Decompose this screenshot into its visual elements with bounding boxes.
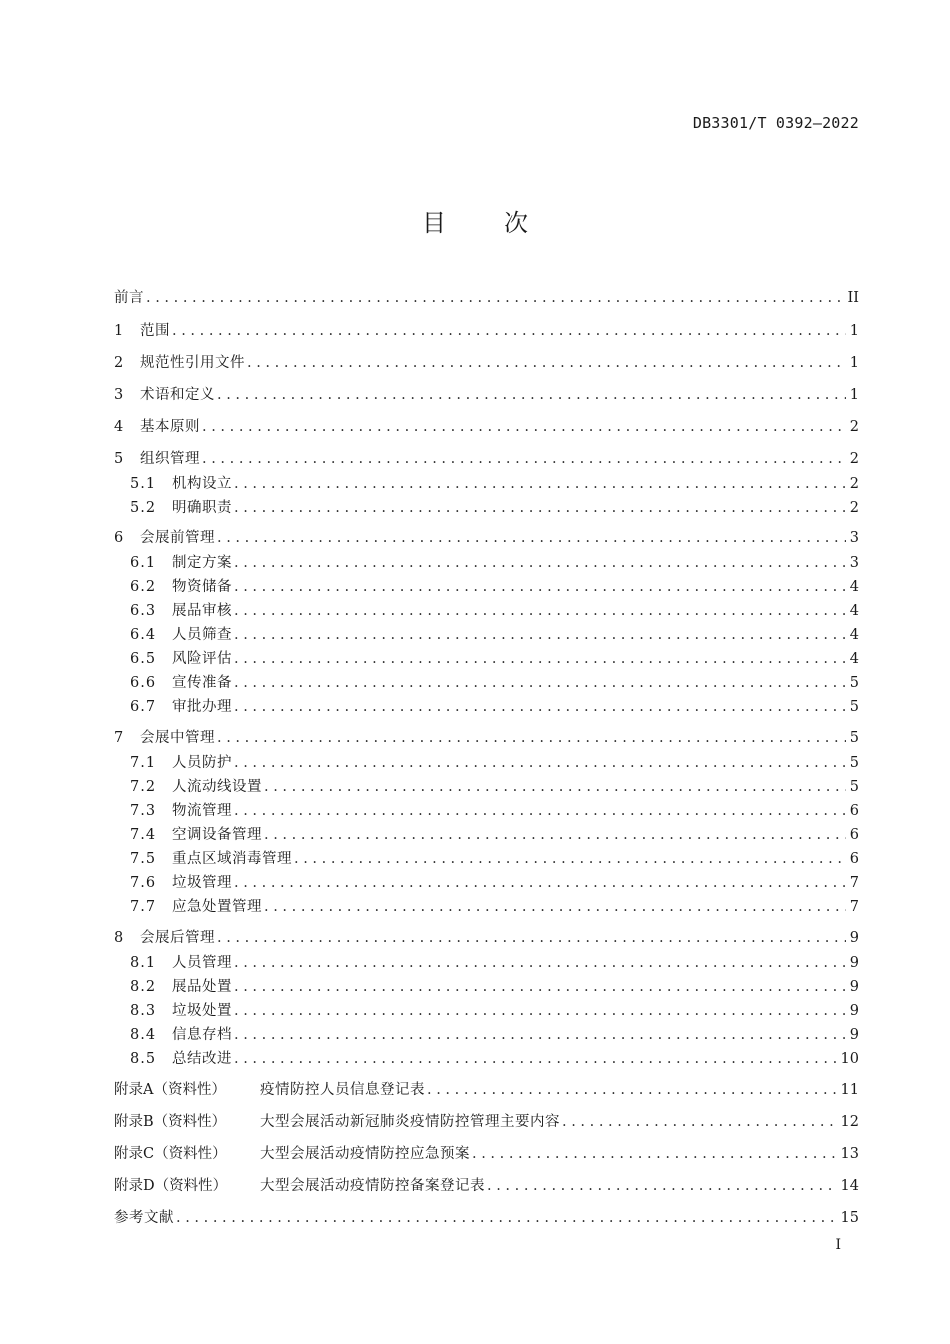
toc-leader-dots xyxy=(234,1024,846,1046)
toc-leader-dots xyxy=(234,976,846,998)
toc-leader-dots xyxy=(264,896,846,918)
toc-entry-title: 会展后管理 xyxy=(140,930,215,946)
toc-entry[interactable] xyxy=(130,896,859,918)
toc-entry-title: 制定方案 xyxy=(172,555,232,571)
toc-entry[interactable] xyxy=(114,1175,859,1197)
toc-leader-dots xyxy=(264,824,846,846)
toc-entry-title: 风险评估 xyxy=(172,651,232,667)
toc-entry-title: 总结改进 xyxy=(172,1051,232,1067)
toc-entry-title: 物资储备 xyxy=(172,579,232,595)
toc-entry[interactable] xyxy=(130,497,859,519)
toc-entry-number: 附录B（资料性） xyxy=(114,1114,227,1130)
toc-entry[interactable] xyxy=(130,672,859,694)
toc-entry[interactable] xyxy=(114,1143,859,1165)
toc-leader-dots xyxy=(146,287,844,309)
toc-entry-page: II xyxy=(847,290,859,306)
toc-leader-dots xyxy=(176,1207,837,1229)
toc-entry-title: 物流管理 xyxy=(172,803,232,819)
toc-entry[interactable] xyxy=(130,776,859,798)
toc-entry[interactable] xyxy=(130,473,859,495)
toc-leader-dots xyxy=(234,497,846,519)
toc-entry[interactable] xyxy=(114,384,859,406)
toc-entry-number: 8.5 xyxy=(130,1051,157,1067)
toc-entry-page: 7 xyxy=(849,875,859,891)
toc-leader-dots xyxy=(234,1000,846,1022)
toc-entry-number: 附录C（资料性） xyxy=(114,1146,227,1162)
toc-entry-number: 8.2 xyxy=(130,979,157,995)
toc-entry[interactable] xyxy=(130,1048,859,1070)
toc-leader-dots xyxy=(234,1048,837,1070)
toc-entry-page: 9 xyxy=(849,1027,859,1043)
toc-entry-title: 会展前管理 xyxy=(140,530,215,546)
toc-leader-dots xyxy=(234,552,846,574)
toc-entry-title: 人员筛查 xyxy=(172,627,232,643)
toc-entry-page: 6 xyxy=(849,851,859,867)
toc-entry-number: 附录A（资料性） xyxy=(114,1082,226,1098)
toc-entry[interactable] xyxy=(130,648,859,670)
toc-entry[interactable] xyxy=(130,1024,859,1046)
toc-leader-dots xyxy=(234,600,846,622)
toc-leader-dots xyxy=(234,672,846,694)
toc-leader-dots xyxy=(202,416,846,438)
toc-entry-number: 5.1 xyxy=(130,476,157,492)
toc-entry-number: 6.2 xyxy=(130,579,157,595)
toc-entry-page: 4 xyxy=(849,603,859,619)
toc-leader-dots xyxy=(234,872,846,894)
toc-entry-number: 2 xyxy=(114,355,124,371)
toc-entry-number: 7 xyxy=(114,730,124,746)
toc-leader-dots xyxy=(234,752,846,774)
toc-entry[interactable] xyxy=(130,976,859,998)
toc-entry-title: 会展中管理 xyxy=(140,730,215,746)
document-code: DB3301/T 0392—2022 xyxy=(692,114,859,132)
toc-entry-number: 6.6 xyxy=(130,675,157,691)
toc-entry-number: 6.1 xyxy=(130,555,157,571)
toc-entry-page: 7 xyxy=(849,899,859,915)
toc-entry[interactable] xyxy=(130,696,859,718)
toc-leader-dots xyxy=(217,927,846,949)
toc-entry-page: 1 xyxy=(849,355,859,371)
toc-entry-title: 前言 xyxy=(114,290,144,306)
toc-entry-title: 垃圾处置 xyxy=(172,1003,232,1019)
toc-entry-title: 宣传准备 xyxy=(172,675,232,691)
toc-entry-page: 5 xyxy=(849,755,859,771)
toc-entry-number: 1 xyxy=(114,323,124,339)
toc-entry-title: 参考文献 xyxy=(114,1210,174,1226)
toc-entry-number: 5.2 xyxy=(130,500,157,516)
toc-entry[interactable] xyxy=(130,576,859,598)
toc-entry-page: 2 xyxy=(849,419,859,435)
toc-leader-dots xyxy=(234,624,846,646)
toc-entry[interactable] xyxy=(114,727,859,749)
toc-leader-dots xyxy=(234,648,846,670)
toc-entry-number: 7.6 xyxy=(130,875,157,891)
toc-entry-number: 8 xyxy=(114,930,124,946)
toc-entry-title: 大型会展活动疫情防控应急预案 xyxy=(260,1146,470,1162)
toc-entry-number: 6 xyxy=(114,530,124,546)
toc-entry-title: 明确职责 xyxy=(172,500,232,516)
toc-entry-number: 5 xyxy=(114,451,124,467)
table-of-contents xyxy=(114,0,859,1344)
toc-entry-page: 1 xyxy=(849,323,859,339)
toc-leader-dots xyxy=(172,320,846,342)
toc-entry-title: 审批办理 xyxy=(172,699,232,715)
toc-entry-page: 2 xyxy=(849,451,859,467)
toc-entry[interactable] xyxy=(114,1079,859,1101)
toc-entry-page: 9 xyxy=(849,930,859,946)
toc-leader-dots xyxy=(247,352,846,374)
toc-entry-number: 8.1 xyxy=(130,955,157,971)
toc-entry-page: 2 xyxy=(849,476,859,492)
toc-leader-dots xyxy=(472,1143,837,1165)
toc-entry-page: 10 xyxy=(840,1051,859,1067)
toc-entry-page: 6 xyxy=(849,827,859,843)
toc-leader-dots xyxy=(202,448,846,470)
toc-entry-title: 重点区域消毒管理 xyxy=(172,851,292,867)
toc-entry[interactable] xyxy=(130,800,859,822)
toc-leader-dots xyxy=(234,800,846,822)
toc-entry-page: 5 xyxy=(849,779,859,795)
toc-entry-page: 1 xyxy=(849,387,859,403)
toc-entry-number: 3 xyxy=(114,387,124,403)
toc-entry-number: 6.3 xyxy=(130,603,157,619)
toc-entry-page: 9 xyxy=(849,1003,859,1019)
toc-entry-page: 5 xyxy=(849,675,859,691)
toc-entry-title: 疫情防控人员信息登记表 xyxy=(260,1082,425,1098)
toc-entry-page: 5 xyxy=(849,730,859,746)
toc-entry[interactable] xyxy=(130,872,859,894)
toc-entry-page: 3 xyxy=(849,530,859,546)
toc-entry[interactable] xyxy=(130,848,859,870)
toc-entry-title: 展品审核 xyxy=(172,603,232,619)
toc-entry-number: 7.5 xyxy=(130,851,157,867)
toc-entry[interactable] xyxy=(114,320,859,342)
toc-entry-number: 6.4 xyxy=(130,627,157,643)
toc-entry-title: 大型会展活动新冠肺炎疫情防控管理主要内容 xyxy=(260,1114,560,1130)
toc-entry-title: 基本原则 xyxy=(140,419,200,435)
toc-entry-title: 展品处置 xyxy=(172,979,232,995)
toc-entry-title: 术语和定义 xyxy=(140,387,215,403)
toc-entry-page: 9 xyxy=(849,979,859,995)
toc-leader-dots xyxy=(487,1175,837,1197)
toc-entry-page: 9 xyxy=(849,955,859,971)
toc-entry-number: 4 xyxy=(114,419,124,435)
toc-entry-number: 8.3 xyxy=(130,1003,157,1019)
toc-entry[interactable] xyxy=(130,824,859,846)
toc-entry-page: 2 xyxy=(849,500,859,516)
toc-entry-page: 6 xyxy=(849,803,859,819)
toc-entry[interactable] xyxy=(130,600,859,622)
toc-entry-title: 范围 xyxy=(140,323,170,339)
toc-leader-dots xyxy=(234,473,846,495)
toc-entry[interactable] xyxy=(130,624,859,646)
toc-entry-page: 5 xyxy=(849,699,859,715)
toc-entry-page: 4 xyxy=(849,627,859,643)
toc-entry[interactable] xyxy=(114,1111,859,1133)
toc-entry[interactable] xyxy=(114,416,859,438)
toc-entry-title: 人员防护 xyxy=(172,755,232,771)
toc-entry-title: 人流动线设置 xyxy=(172,779,262,795)
toc-entry-page: 15 xyxy=(840,1210,859,1226)
toc-entry[interactable] xyxy=(114,287,859,309)
toc-entry-page: 3 xyxy=(849,555,859,571)
toc-entry-title: 信息存档 xyxy=(172,1027,232,1043)
toc-leader-dots xyxy=(234,696,846,718)
toc-entry-title: 组织管理 xyxy=(140,451,200,467)
toc-entry[interactable] xyxy=(130,1000,859,1022)
toc-entry[interactable] xyxy=(114,448,859,470)
toc-entry-number: 6.5 xyxy=(130,651,157,667)
toc-leader-dots xyxy=(294,848,846,870)
page-number: I xyxy=(835,1237,841,1253)
toc-leader-dots xyxy=(217,384,846,406)
toc-entry-number: 7.3 xyxy=(130,803,157,819)
toc-title-char-1: 目 xyxy=(422,209,446,237)
toc-entry[interactable] xyxy=(114,927,859,949)
toc-entry-title: 空调设备管理 xyxy=(172,827,262,843)
toc-leader-dots xyxy=(264,776,846,798)
toc-entry-number: 7.7 xyxy=(130,899,157,915)
toc-entry[interactable] xyxy=(130,952,859,974)
toc-entry-title: 人员管理 xyxy=(172,955,232,971)
toc-entry-number: 7.4 xyxy=(130,827,157,843)
toc-entry-page: 11 xyxy=(840,1082,859,1098)
toc-entry-page: 14 xyxy=(840,1178,859,1194)
toc-entry-number: 8.4 xyxy=(130,1027,157,1043)
toc-leader-dots xyxy=(217,727,846,749)
toc-entry[interactable] xyxy=(114,1207,859,1229)
toc-leader-dots xyxy=(234,952,846,974)
toc-entry-title: 机构设立 xyxy=(172,476,232,492)
toc-entry-title: 规范性引用文件 xyxy=(140,355,245,371)
toc-entry-title: 大型会展活动疫情防控备案登记表 xyxy=(260,1178,485,1194)
toc-entry-page: 4 xyxy=(849,651,859,667)
toc-entry[interactable] xyxy=(114,352,859,374)
toc-entry-title: 垃圾管理 xyxy=(172,875,232,891)
toc-leader-dots xyxy=(217,527,846,549)
toc-entry-page: 13 xyxy=(840,1146,859,1162)
toc-entry-page: 4 xyxy=(849,579,859,595)
toc-leader-dots xyxy=(562,1111,837,1133)
toc-entry[interactable] xyxy=(130,752,859,774)
toc-entry[interactable] xyxy=(130,552,859,574)
toc-leader-dots xyxy=(234,576,846,598)
toc-entry-number: 7.2 xyxy=(130,779,157,795)
toc-entry-page: 12 xyxy=(840,1114,859,1130)
toc-entry-number: 附录D（资料性） xyxy=(114,1178,228,1194)
toc-entry-number: 6.7 xyxy=(130,699,157,715)
toc-entry-title: 应急处置管理 xyxy=(172,899,262,915)
toc-entry-number: 7.1 xyxy=(130,755,157,771)
toc-title-char-2: 次 xyxy=(504,209,528,237)
toc-leader-dots xyxy=(427,1079,837,1101)
toc-entry[interactable] xyxy=(114,527,859,549)
